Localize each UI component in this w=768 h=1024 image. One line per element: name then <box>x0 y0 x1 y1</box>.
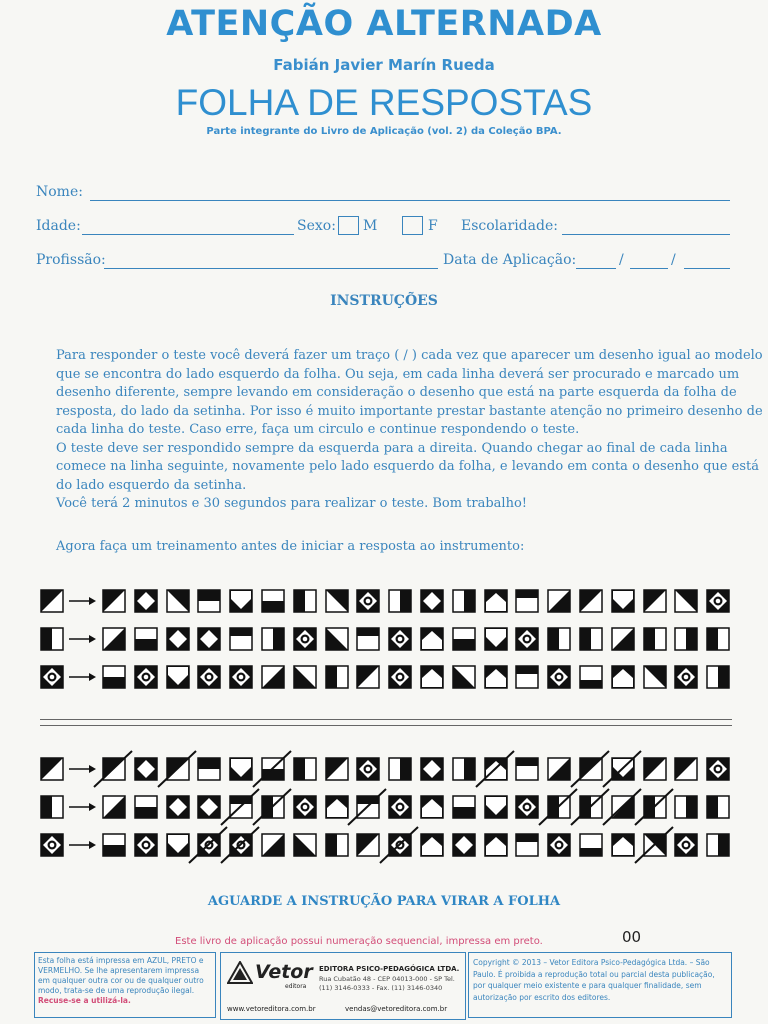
symbol-tri-lr-icon[interactable] <box>611 627 635 651</box>
symbol-tri-ul-icon[interactable] <box>102 589 126 613</box>
sex-f-label: F <box>428 218 438 234</box>
model-symbol-tri-ul-icon <box>40 757 64 781</box>
practice-row <box>40 627 740 653</box>
arrow-right-icon <box>69 671 97 683</box>
symbol-tri-ul-icon[interactable] <box>674 757 698 781</box>
symbol-v-down-icon[interactable] <box>229 589 253 613</box>
footer-warning-refuse: Recuse-se a utilizá-la. <box>38 996 131 1005</box>
symbol-bar-top-icon[interactable] <box>515 757 539 781</box>
slash-mark-icon <box>633 823 677 867</box>
symbol-tri-lr-icon[interactable] <box>102 795 126 819</box>
profession-field[interactable] <box>104 268 438 269</box>
symbol-house-icon[interactable] <box>420 665 444 689</box>
symbol-circle-icon[interactable] <box>515 627 539 651</box>
symbol-tri-ur-icon[interactable] <box>643 665 667 689</box>
symbol-v-down-icon[interactable] <box>484 627 508 651</box>
symbol-half-bottom-icon[interactable] <box>134 795 158 819</box>
symbol-circle-icon[interactable] <box>388 795 412 819</box>
slash-mark-icon <box>92 747 136 791</box>
publisher-email-link[interactable]: vendas@vetoreditora.com.br <box>345 1005 448 1013</box>
symbol-half-bottom-icon[interactable] <box>452 795 476 819</box>
arrow-right-icon <box>69 595 97 607</box>
symbol-half-right-icon[interactable] <box>388 589 412 613</box>
symbol-half-right-icon[interactable] <box>388 757 412 781</box>
symbol-half-right-icon[interactable] <box>706 833 730 857</box>
symbol-circle-icon[interactable] <box>229 665 253 689</box>
symbol-house-icon[interactable] <box>484 665 508 689</box>
model-symbol-half-left-icon <box>40 795 64 819</box>
symbol-circle-icon[interactable] <box>356 589 380 613</box>
symbol-half-top-icon[interactable] <box>197 589 221 613</box>
instructions-title: INSTRUÇÕES <box>330 293 438 309</box>
date-day-field[interactable] <box>576 268 616 269</box>
answer-row <box>40 833 740 859</box>
publisher-website-link[interactable]: www.vetoreditora.com.br <box>227 1005 316 1013</box>
symbol-half-left-icon[interactable] <box>643 627 667 651</box>
symbol-tri-ur-icon[interactable] <box>166 589 190 613</box>
symbol-diamond-icon[interactable] <box>134 589 158 613</box>
date-year-field[interactable] <box>684 268 730 269</box>
symbol-half-bottom-icon[interactable] <box>102 665 126 689</box>
symbol-half-bottom-icon[interactable] <box>134 627 158 651</box>
symbol-tri-ul-icon[interactable] <box>643 589 667 613</box>
symbol-house-icon[interactable] <box>420 795 444 819</box>
symbol-half-right-icon[interactable] <box>706 665 730 689</box>
symbol-tri-lr-icon[interactable] <box>547 589 571 613</box>
symbol-half-right-icon[interactable] <box>261 627 285 651</box>
section-divider <box>40 719 732 726</box>
arrow-right-icon <box>69 839 97 851</box>
symbol-circle-icon[interactable] <box>197 665 221 689</box>
symbol-tri-ll-icon[interactable] <box>293 665 317 689</box>
symbol-tri-ur-icon[interactable] <box>325 589 349 613</box>
model-symbol-circle-icon <box>40 833 64 857</box>
symbol-tri-ll-icon[interactable] <box>452 665 476 689</box>
profession-label: Profissão: <box>36 252 106 268</box>
symbol-circle-icon[interactable] <box>674 665 698 689</box>
symbol-half-left-icon[interactable] <box>293 589 317 613</box>
publisher-box <box>220 952 466 1020</box>
footer-warning-text: Esta folha está impressa em AZUL, PRETO e VERMELHO. Se lhe apresentarem impressa em qualquer outra cor ou de qualquer outro modo, trata-se de uma reprodução ilegal. <box>38 956 204 995</box>
symbol-house-icon[interactable] <box>420 627 444 651</box>
age-field[interactable] <box>82 234 294 235</box>
symbol-bar-top-icon[interactable] <box>515 665 539 689</box>
symbol-tri-ul-icon[interactable] <box>356 833 380 857</box>
symbol-half-left-icon[interactable] <box>547 627 571 651</box>
symbol-house-icon[interactable] <box>420 833 444 857</box>
slash-mark-icon <box>474 747 518 791</box>
symbol-half-bottom-icon[interactable] <box>261 589 285 613</box>
symbol-half-right-icon[interactable] <box>452 757 476 781</box>
instructions-paragraph-1: Para responder o teste você deverá fazer um traço ( / ) cada vez que aparecer um desenho igual ao modelo que se encontra do lado esquerdo da folha. Ou seja, em cada linha deverá ser procurado e marcado um desenho diferente, sempre levando em consideração o desenho que está na parte esquerda da folha de resposta, do lado da setinha. Por isso é muito importante prestar bastante atenção no primeiro desenho de cada linha do teste. Caso erre, faça um circulo e continue respondendo o teste. <box>56 348 763 437</box>
symbol-diamond-icon[interactable] <box>134 757 158 781</box>
symbol-circle-icon[interactable] <box>388 627 412 651</box>
symbol-half-right-icon[interactable] <box>674 627 698 651</box>
symbol-circle-icon[interactable] <box>706 757 730 781</box>
symbol-bar-top-icon[interactable] <box>356 627 380 651</box>
symbol-circle-icon[interactable] <box>547 665 571 689</box>
symbol-circle-icon[interactable] <box>547 833 571 857</box>
publisher-address: Rua Cubatão 48 - CEP 04013-000 - SP Tel. (11) 3146-0333 - Fax. (11) 3146-0340 <box>319 975 455 992</box>
practice-row <box>40 589 740 615</box>
symbol-half-right-icon[interactable] <box>674 795 698 819</box>
symbol-v-down-icon[interactable] <box>229 757 253 781</box>
symbol-tri-ul-icon[interactable] <box>325 757 349 781</box>
model-symbol-half-left-icon <box>40 627 64 651</box>
symbol-diamond-icon[interactable] <box>197 795 221 819</box>
sequence-note: Este livro de aplicação possui numeração sequencial, impressa em preto. <box>175 936 543 947</box>
symbol-v-down-icon[interactable] <box>484 795 508 819</box>
sex-f-checkbox[interactable] <box>402 216 423 235</box>
schooling-field[interactable] <box>562 234 730 235</box>
symbol-diamond-icon[interactable] <box>420 757 444 781</box>
date-label: Data de Aplicação: <box>443 252 577 268</box>
publisher-logo: Vetor <box>255 961 313 983</box>
arrow-right-icon <box>69 763 97 775</box>
symbol-half-bottom-icon[interactable] <box>102 833 126 857</box>
sheet-title: FOLHA DE RESPOSTAS <box>175 82 593 123</box>
footer-warning <box>34 952 216 1018</box>
instructions-paragraph-2: O teste deve ser respondido sempre da esquerda para a direita. Quando chegar ao final de cada linha comece na linha seguinte, novamente pelo lado esquerdo da folha, e levando em conta o desenho que está do lado esquerdo da setinha. <box>56 440 759 493</box>
symbol-v-down-icon[interactable] <box>611 589 635 613</box>
symbol-circle-icon[interactable] <box>515 795 539 819</box>
vetor-logo-icon <box>227 961 253 985</box>
symbol-v-down-icon[interactable] <box>166 665 190 689</box>
date-month-field[interactable] <box>630 268 668 269</box>
symbol-half-left-icon[interactable] <box>579 627 603 651</box>
slash-mark-icon <box>219 823 263 867</box>
sex-label: Sexo: <box>297 218 336 234</box>
symbol-circle-icon[interactable] <box>674 833 698 857</box>
practice-intro-text: Agora faça um treinamento antes de iniciar a resposta ao instrumento: <box>56 539 525 554</box>
schooling-label: Escolaridade: <box>461 218 558 234</box>
symbol-house-icon[interactable] <box>484 589 508 613</box>
answer-row <box>40 757 740 783</box>
slash-mark-icon <box>156 747 200 791</box>
symbol-house-icon[interactable] <box>325 795 349 819</box>
symbol-tri-ul-icon[interactable] <box>579 589 603 613</box>
author-name: Fabián Javier Marín Rueda <box>273 56 495 74</box>
arrow-right-icon <box>69 633 97 645</box>
symbol-v-down-icon[interactable] <box>166 833 190 857</box>
symbol-circle-icon[interactable] <box>388 665 412 689</box>
symbol-house-icon[interactable] <box>611 665 635 689</box>
model-symbol-tri-ul-icon <box>40 589 64 613</box>
sex-m-checkbox[interactable] <box>338 216 359 235</box>
name-field[interactable] <box>90 200 730 201</box>
instructions-text <box>36 347 768 514</box>
symbol-half-left-icon[interactable] <box>293 757 317 781</box>
sex-m-label: M <box>363 218 378 234</box>
symbol-half-left-icon[interactable] <box>706 795 730 819</box>
practice-intro <box>36 538 768 557</box>
symbol-circle-icon[interactable] <box>134 665 158 689</box>
wait-instruction: AGUARDE A INSTRUÇÃO PARA VIRAR A FOLHA <box>207 894 561 909</box>
symbol-house-icon[interactable] <box>484 833 508 857</box>
age-label: Idade: <box>36 218 81 234</box>
date-sep-2: / <box>671 252 676 268</box>
symbol-tri-lr-icon[interactable] <box>261 665 285 689</box>
symbol-half-left-icon[interactable] <box>325 665 349 689</box>
symbol-tri-ul-icon[interactable] <box>643 757 667 781</box>
symbol-diamond-icon[interactable] <box>166 627 190 651</box>
symbol-bar-top-icon[interactable] <box>229 627 253 651</box>
date-sep-1: / <box>619 252 624 268</box>
symbol-circle-icon[interactable] <box>706 589 730 613</box>
collection-note: Parte integrante do Livro de Aplicação (vol. 2) da Coleção BPA. <box>206 126 562 137</box>
symbol-tri-lr-icon[interactable] <box>102 627 126 651</box>
instructions-paragraph-3: Você terá 2 minutos e 30 segundos para realizar o teste. Bom trabalho! <box>56 496 528 511</box>
symbol-half-left-icon[interactable] <box>706 627 730 651</box>
symbol-tri-ll-icon[interactable] <box>293 833 317 857</box>
symbol-tri-ll-icon[interactable] <box>325 627 349 651</box>
serial-number: 00 <box>622 928 642 946</box>
symbol-diamond-icon[interactable] <box>452 833 476 857</box>
symbol-circle-icon[interactable] <box>293 795 317 819</box>
symbol-bar-top-icon[interactable] <box>515 833 539 857</box>
symbol-tri-lr-icon[interactable] <box>547 757 571 781</box>
symbol-circle-icon[interactable] <box>134 833 158 857</box>
symbol-tri-lr-icon[interactable] <box>261 833 285 857</box>
symbol-diamond-icon[interactable] <box>166 795 190 819</box>
symbol-diamond-icon[interactable] <box>420 589 444 613</box>
publisher-logo-sub: editora <box>285 983 307 990</box>
symbol-bar-top-icon[interactable] <box>515 589 539 613</box>
symbol-bar-bottom-icon[interactable] <box>579 665 603 689</box>
name-label: Nome: <box>36 184 83 200</box>
symbol-half-left-icon[interactable] <box>325 833 349 857</box>
footer-copyright: Copyright © 2013 – Vetor Editora Psico-Pedagógica Ltda. – São Paulo. É proibida a reprodução total ou parcial desta publicação, por qualquer meio existente e para qualquer finalidade, sem autorização por escrito dos editores. <box>468 952 732 1018</box>
symbol-house-icon[interactable] <box>611 833 635 857</box>
symbol-half-top-icon[interactable] <box>197 757 221 781</box>
symbol-circle-icon[interactable] <box>356 757 380 781</box>
symbol-tri-ul-icon[interactable] <box>356 665 380 689</box>
symbol-half-right-icon[interactable] <box>452 589 476 613</box>
practice-row <box>40 665 740 691</box>
symbol-half-bottom-icon[interactable] <box>452 627 476 651</box>
model-symbol-circle-icon <box>40 665 64 689</box>
slash-mark-icon <box>378 823 422 867</box>
symbol-diamond-icon[interactable] <box>197 627 221 651</box>
publisher-name: EDITORA PSICO-PEDAGÓGICA LTDA. <box>319 965 460 973</box>
symbol-circle-icon[interactable] <box>293 627 317 651</box>
arrow-right-icon <box>69 801 97 813</box>
symbol-bar-bottom-icon[interactable] <box>579 833 603 857</box>
answer-row <box>40 795 740 821</box>
test-title: ATENÇÃO ALTERNADA <box>166 4 602 44</box>
symbol-tri-ur-icon[interactable] <box>674 589 698 613</box>
